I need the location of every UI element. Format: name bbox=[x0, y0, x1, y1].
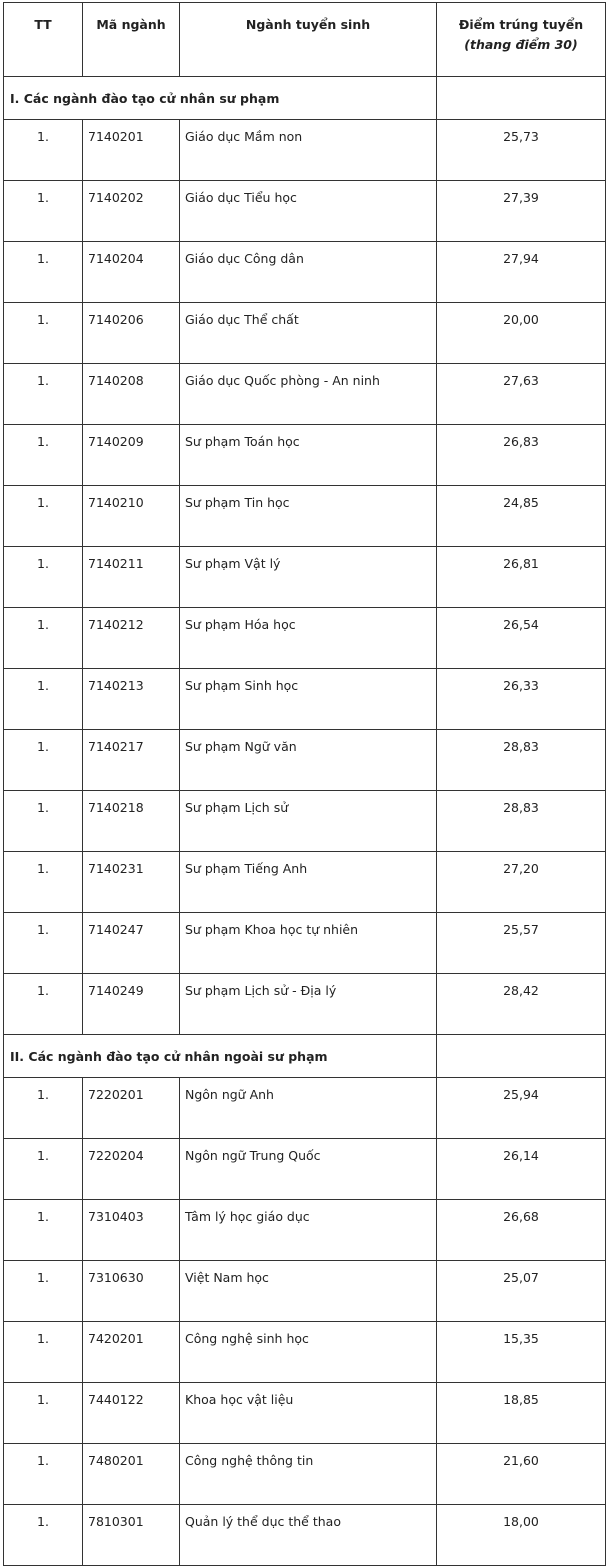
score-cell: 28,42 bbox=[437, 974, 606, 1035]
score-cell: 21,60 bbox=[437, 1444, 606, 1505]
major-name-cell: Công nghệ thông tin bbox=[180, 1444, 437, 1505]
major-name-cell: Ngôn ngữ Trung Quốc bbox=[180, 1139, 437, 1200]
code-cell: 7440122 bbox=[83, 1383, 180, 1444]
score-cell: 25,07 bbox=[437, 1261, 606, 1322]
tt-cell: 1. bbox=[4, 1139, 83, 1200]
score-cell: 25,57 bbox=[437, 913, 606, 974]
code-cell: 7140204 bbox=[83, 242, 180, 303]
code-cell: 7140217 bbox=[83, 730, 180, 791]
code-cell: 7140210 bbox=[83, 486, 180, 547]
major-name-cell: Khoa học vật liệu bbox=[180, 1383, 437, 1444]
score-cell: 26,33 bbox=[437, 669, 606, 730]
code-cell: 7140208 bbox=[83, 364, 180, 425]
code-cell: 7140218 bbox=[83, 791, 180, 852]
table-row bbox=[4, 1322, 606, 1383]
table-row bbox=[4, 486, 606, 547]
tt-cell: 1. bbox=[4, 1200, 83, 1261]
code-cell: 7140231 bbox=[83, 852, 180, 913]
table-row bbox=[4, 608, 606, 669]
major-name-cell: Sư phạm Tin học bbox=[180, 486, 437, 547]
major-name-cell: Việt Nam học bbox=[180, 1261, 437, 1322]
score-cell: 24,85 bbox=[437, 486, 606, 547]
table-row bbox=[4, 425, 606, 486]
tt-cell: 1. bbox=[4, 730, 83, 791]
major-name-cell: Giáo dục Công dân bbox=[180, 242, 437, 303]
header-tt: TT bbox=[4, 3, 83, 77]
score-cell: 27,39 bbox=[437, 181, 606, 242]
score-cell: 27,20 bbox=[437, 852, 606, 913]
header-score bbox=[437, 3, 606, 77]
tt-cell: 1. bbox=[4, 608, 83, 669]
major-name-cell: Sư phạm Tiếng Anh bbox=[180, 852, 437, 913]
tt-cell: 1. bbox=[4, 120, 83, 181]
score-cell: 28,83 bbox=[437, 730, 606, 791]
table-row bbox=[4, 1444, 606, 1505]
table-row bbox=[4, 974, 606, 1035]
code-cell: 7140202 bbox=[83, 181, 180, 242]
tt-cell: 1. bbox=[4, 486, 83, 547]
score-cell: 27,94 bbox=[437, 242, 606, 303]
tt-cell: 1. bbox=[4, 669, 83, 730]
major-name-cell: Sư phạm Vật lý bbox=[180, 547, 437, 608]
code-cell: 7810301 bbox=[83, 1505, 180, 1566]
tt-cell: 1. bbox=[4, 1505, 83, 1566]
major-name-cell: Sư phạm Hóa học bbox=[180, 608, 437, 669]
code-cell: 7420201 bbox=[83, 1322, 180, 1383]
table-row bbox=[4, 852, 606, 913]
score-cell: 26,81 bbox=[437, 547, 606, 608]
major-name-cell: Sư phạm Lịch sử - Địa lý bbox=[180, 974, 437, 1035]
tt-cell: 1. bbox=[4, 974, 83, 1035]
code-cell: 7140206 bbox=[83, 303, 180, 364]
header-score-label: Điểm trúng tuyển bbox=[458, 17, 584, 32]
major-name-cell: Sư phạm Lịch sử bbox=[180, 791, 437, 852]
major-name-cell: Ngôn ngữ Anh bbox=[180, 1078, 437, 1139]
tt-cell: 1. bbox=[4, 1383, 83, 1444]
table-header-row bbox=[4, 3, 606, 77]
code-cell: 7480201 bbox=[83, 1444, 180, 1505]
major-name-cell: Giáo dục Quốc phòng - An ninh bbox=[180, 364, 437, 425]
tt-cell: 1. bbox=[4, 1261, 83, 1322]
code-cell: 7140201 bbox=[83, 120, 180, 181]
table-row bbox=[4, 791, 606, 852]
code-cell: 7220201 bbox=[83, 1078, 180, 1139]
score-cell: 15,35 bbox=[437, 1322, 606, 1383]
table-row bbox=[4, 547, 606, 608]
table-row bbox=[4, 669, 606, 730]
table-row bbox=[4, 1139, 606, 1200]
table-row bbox=[4, 181, 606, 242]
code-cell: 7140247 bbox=[83, 913, 180, 974]
major-name-cell: Sư phạm Khoa học tự nhiên bbox=[180, 913, 437, 974]
score-cell: 28,83 bbox=[437, 791, 606, 852]
score-cell: 26,68 bbox=[437, 1200, 606, 1261]
score-cell: 18,00 bbox=[437, 1505, 606, 1566]
score-cell: 26,83 bbox=[437, 425, 606, 486]
code-cell: 7310403 bbox=[83, 1200, 180, 1261]
table-row bbox=[4, 1505, 606, 1566]
major-name-cell: Công nghệ sinh học bbox=[180, 1322, 437, 1383]
major-name-cell: Sư phạm Ngữ văn bbox=[180, 730, 437, 791]
section-empty-cell bbox=[437, 77, 606, 120]
table-row bbox=[4, 1383, 606, 1444]
tt-cell: 1. bbox=[4, 181, 83, 242]
major-name-cell: Tâm lý học giáo dục bbox=[180, 1200, 437, 1261]
tt-cell: 1. bbox=[4, 1078, 83, 1139]
major-name-cell: Sư phạm Sinh học bbox=[180, 669, 437, 730]
tt-cell: 1. bbox=[4, 303, 83, 364]
tt-cell: 1. bbox=[4, 852, 83, 913]
section-empty-cell bbox=[437, 1035, 606, 1078]
score-cell: 26,54 bbox=[437, 608, 606, 669]
admission-scores-table bbox=[3, 2, 606, 1566]
tt-cell: 1. bbox=[4, 1322, 83, 1383]
table-row bbox=[4, 913, 606, 974]
major-name-cell: Giáo dục Mầm non bbox=[180, 120, 437, 181]
table-row bbox=[4, 303, 606, 364]
table-row bbox=[4, 1200, 606, 1261]
major-name-cell: Quản lý thể dục thể thao bbox=[180, 1505, 437, 1566]
major-name-cell: Giáo dục Thể chất bbox=[180, 303, 437, 364]
tt-cell: 1. bbox=[4, 913, 83, 974]
header-score-note: (thang điểm 30) bbox=[464, 37, 578, 52]
table-row bbox=[4, 242, 606, 303]
major-name-cell: Sư phạm Toán học bbox=[180, 425, 437, 486]
score-cell: 26,14 bbox=[437, 1139, 606, 1200]
code-cell: 7140212 bbox=[83, 608, 180, 669]
tt-cell: 1. bbox=[4, 547, 83, 608]
tt-cell: 1. bbox=[4, 791, 83, 852]
table-row bbox=[4, 730, 606, 791]
tt-cell: 1. bbox=[4, 1444, 83, 1505]
table-row bbox=[4, 1261, 606, 1322]
score-cell: 25,73 bbox=[437, 120, 606, 181]
tt-cell: 1. bbox=[4, 242, 83, 303]
header-name: Ngành tuyển sinh bbox=[180, 3, 437, 77]
score-cell: 20,00 bbox=[437, 303, 606, 364]
table-row bbox=[4, 364, 606, 425]
code-cell: 7140209 bbox=[83, 425, 180, 486]
section-row bbox=[4, 1035, 606, 1078]
code-cell: 7310630 bbox=[83, 1261, 180, 1322]
tt-cell: 1. bbox=[4, 425, 83, 486]
score-cell: 25,94 bbox=[437, 1078, 606, 1139]
header-code: Mã ngành bbox=[83, 3, 180, 77]
score-cell: 27,63 bbox=[437, 364, 606, 425]
tt-cell: 1. bbox=[4, 364, 83, 425]
table-row bbox=[4, 120, 606, 181]
code-cell: 7220204 bbox=[83, 1139, 180, 1200]
section-row bbox=[4, 77, 606, 120]
table-row bbox=[4, 1078, 606, 1139]
score-cell: 18,85 bbox=[437, 1383, 606, 1444]
major-name-cell: Giáo dục Tiểu học bbox=[180, 181, 437, 242]
section-title: I. Các ngành đào tạo cử nhân sư phạm bbox=[4, 77, 437, 120]
section-title: II. Các ngành đào tạo cử nhân ngoài sư phạm bbox=[4, 1035, 437, 1078]
code-cell: 7140213 bbox=[83, 669, 180, 730]
table-body bbox=[4, 77, 606, 1566]
code-cell: 7140249 bbox=[83, 974, 180, 1035]
code-cell: 7140211 bbox=[83, 547, 180, 608]
